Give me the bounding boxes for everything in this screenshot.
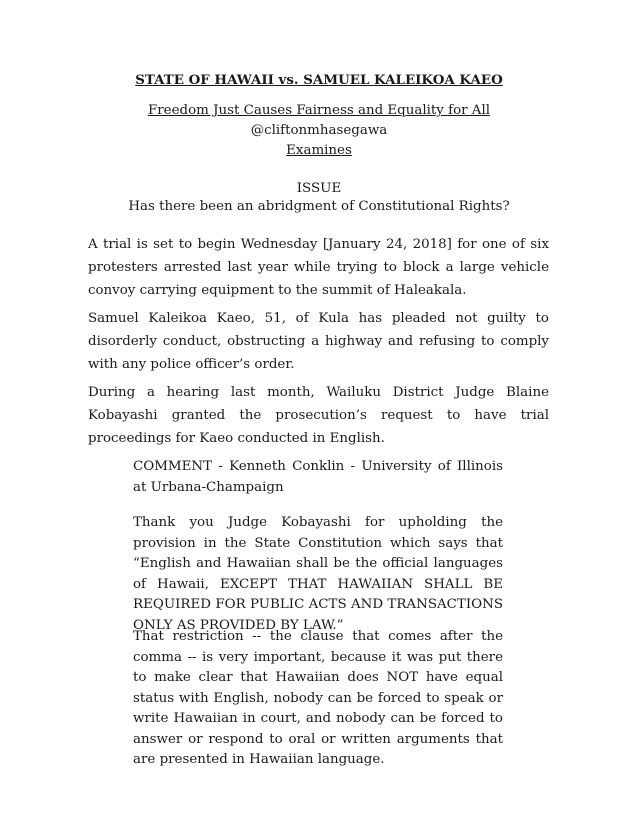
issue-question: Has there been an abridgment of Constitutional Rights? bbox=[128, 199, 510, 214]
author-handle: @cliftonmhasegawa bbox=[250, 123, 388, 138]
paragraph-2: Samuel Kaleikoa Kaeo, 51, of Kula has pleaded not guilty to disorderly conduct, obstructing a highway and refusing to comply with any police officer’s order. bbox=[88, 311, 549, 372]
paragraph-1: A trial is set to begin Wednesday [January 24, 2018] for one of six protesters arrested last year while trying to block a large vehicle convoy carrying equipment to the summit of Haleakala. bbox=[88, 237, 549, 298]
subtitle: Freedom Just Causes Fairness and Equality for All bbox=[147, 103, 491, 118]
comment-paragraph-1: Thank you Judge Kobayashi for upholding the provision in the State Constitution which says that “English and Hawaiian shall be the official languages of Hawaii, EXCEPT THAT HAWAIIAN SHALL BE REQUIRED FOR PUBLIC ACTS AND TRANSACTIONS ONLY AS PROVIDED BY LAW.” bbox=[133, 515, 503, 633]
examines-label: Examines bbox=[286, 143, 352, 158]
paragraph-3: During a hearing last month, Wailuku District Judge Blaine Kobayashi granted the prosecution’s request to have trial proceedings for Kaeo conducted in English. bbox=[88, 385, 549, 446]
comment-paragraph-2: That restriction -- the clause that comes after the comma -- is very important, because it was put there to make clear that Hawaiian does NOT have equal status with English, nobody can be forced to speak or write Hawaiian in court, and nobody can be forced to answer or respond to oral or written arguments that are presented in Hawaiian language. bbox=[133, 629, 503, 767]
comment-heading: COMMENT - Kenneth Conklin - University of Illinois at Urbana-Champaign bbox=[133, 459, 503, 495]
case-title: STATE OF HAWAII vs. SAMUEL KALEIKOA KAEO bbox=[135, 72, 503, 88]
issue-label: ISSUE bbox=[296, 181, 342, 196]
